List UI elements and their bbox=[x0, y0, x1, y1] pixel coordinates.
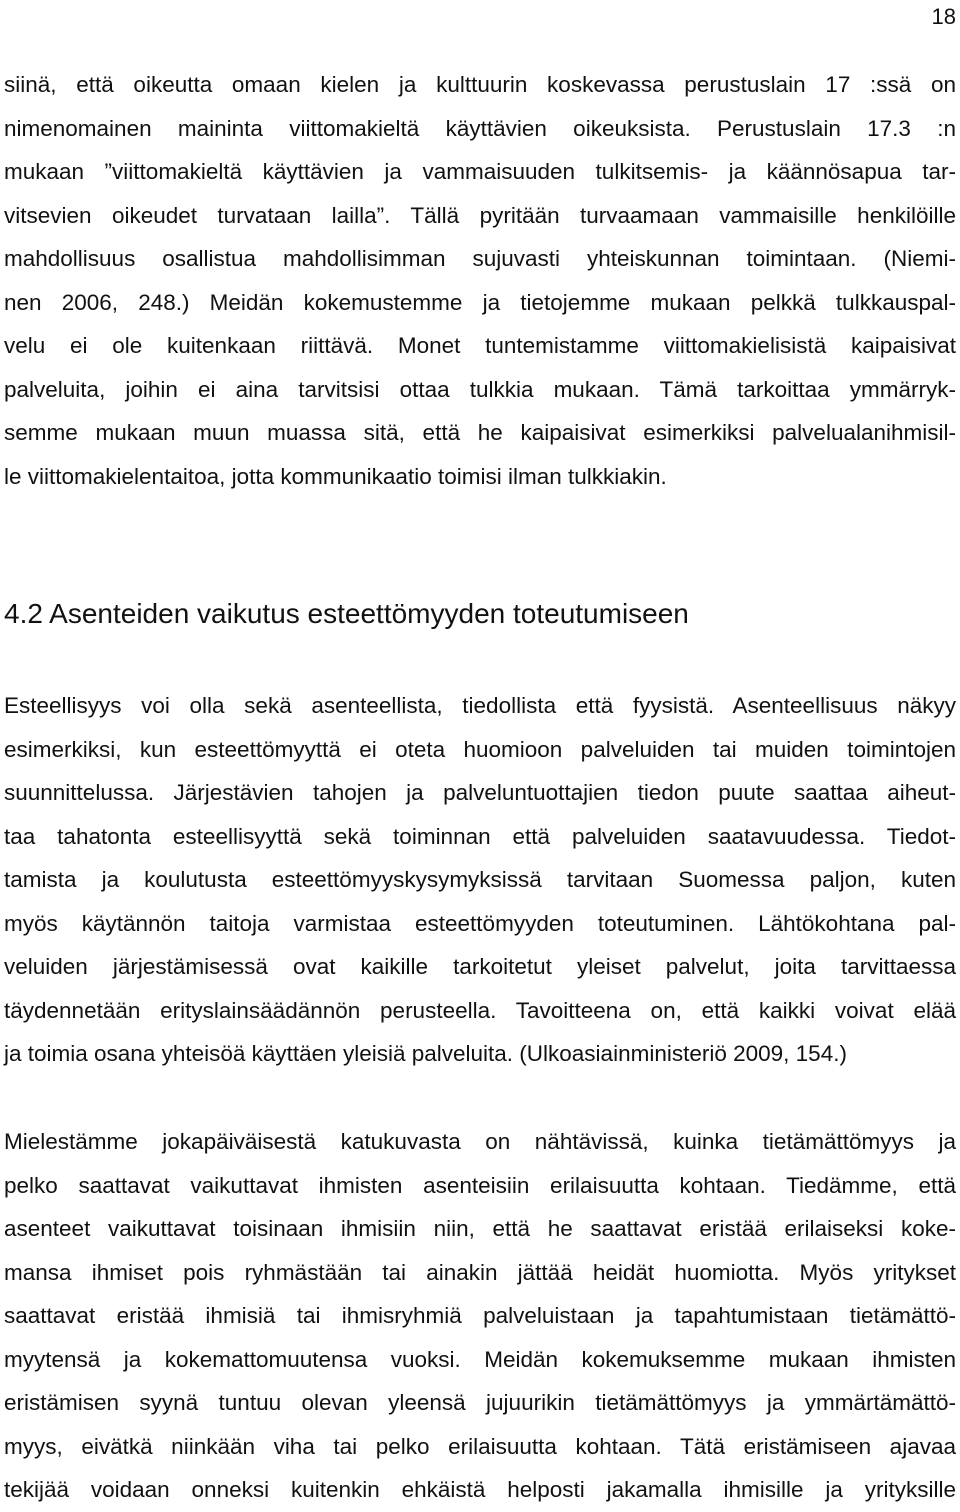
text-line: siinä, että oikeutta omaan kielen ja kulttuurin koskevassa perustuslain 17 :ssä on bbox=[4, 72, 956, 97]
text-line: nen 2006, 248.) Meidän kokemustemme ja tietojemme mukaan pelkkä tulkkauspal- bbox=[4, 289, 956, 315]
text-line: asenteet vaikuttavat toisinaan ihmisiin niin, että he saattavat eristää erilaiseksi koke- bbox=[4, 1216, 956, 1241]
text-line: mahdollisuus osallistua mahdollisimman sujuvasti yhteiskunnan toimintaan. (Niemi- bbox=[4, 246, 956, 271]
text-line: täydennetään erityslainsäädännön perusteella. Tavoitteena on, että kaikki voivat elää bbox=[4, 997, 956, 1023]
text-line: tamista ja koulutusta esteettömyyskysymyksissä tarvitaan Suomessa paljon, kuten bbox=[4, 867, 956, 892]
paragraph-2 bbox=[4, 684, 956, 1076]
text-line: esimerkiksi, kun esteettömyyttä ei oteta huomioon palveluiden tai muiden toimintojen bbox=[4, 736, 956, 762]
text-line: suunnittelussa. Järjestävien tahojen ja palveluntuottajien tiedon puute saattaa aiheut- bbox=[4, 780, 956, 805]
text-line: mukaan ”viittomakieltä käyttävien ja vammaisuuden tulkitsemis- ja käännösapua tar- bbox=[4, 159, 956, 184]
section-heading: 4.2 Asenteiden vaikutus esteettömyyden toteutumiseen bbox=[4, 598, 689, 629]
text-line: veluiden järjestämisessä ovat kaikille tarkoitetut yleiset palvelut, joita tarvittaessa bbox=[4, 954, 956, 979]
text-line: Esteellisyys voi olla sekä asenteellista, tiedollista että fyysistä. Asenteellisuus näkyy bbox=[4, 693, 956, 718]
text-line: taa tahatonta esteellisyyttä sekä toiminnan että palveluiden saatavuudessa. Tiedot- bbox=[4, 823, 956, 849]
text-line: le viittomakielentaitoa, jotta kommunikaatio toimisi ilman tulkkiakin. bbox=[4, 463, 667, 489]
text-line: tekijää voidaan onneksi kuitenkin ehkäistä helposti jakamalla ihmisille ja yrityksille bbox=[4, 1477, 956, 1502]
text-line: velu ei ole kuitenkaan riittävä. Monet tuntemistamme viittomakielisistä kaipaisivat bbox=[4, 333, 956, 358]
text-line: saattavat eristää ihmisiä tai ihmisryhmiä palveluistaan ja tapahtumistaan tietämättö- bbox=[4, 1303, 956, 1328]
text-line: Mielestämme jokapäiväisestä katukuvasta on nähtävissä, kuinka tietämättömyys ja bbox=[4, 1129, 956, 1154]
text-line: semme mukaan muun muassa sitä, että he kaipaisivat esimerkiksi palvelualanihmisil- bbox=[4, 420, 956, 445]
page-number: 18 bbox=[931, 4, 956, 29]
text-line: eristämisen syynä tuntuu olevan yleensä jujuurikin tietämättömyys ja ymmärtämättö- bbox=[4, 1390, 956, 1415]
text-line: vitsevien oikeudet turvataan lailla”. Tällä pyritään turvaamaan vammaisille henkilöille bbox=[4, 202, 956, 228]
text-line: mansa ihmiset pois ryhmästään tai ainakin jättää heidät huomiotta. Myös yritykset bbox=[4, 1259, 956, 1285]
text-line: myytensä ja kokemattomuutensa vuoksi. Meidän kokemuksemme mukaan ihmisten bbox=[4, 1346, 956, 1372]
paragraph-1 bbox=[4, 63, 956, 498]
text-line: nimenomainen maininta viittomakieltä käyttävien oikeuksista. Perustuslain 17.3 :n bbox=[4, 115, 956, 141]
text-line: pelko saattavat vaikuttavat ihmisten asenteisiin erilaisuutta kohtaan. Tiedämme, että bbox=[4, 1172, 956, 1198]
paragraph-3 bbox=[4, 1120, 956, 1512]
text-line: myys, eivätkä niinkään viha tai pelko erilaisuutta kohtaan. Tätä eristämiseen ajavaa bbox=[4, 1433, 956, 1459]
text-line: myös käytännön taitoja varmistaa esteettömyyden toteutuminen. Lähtökohtana pal- bbox=[4, 910, 956, 936]
text-line: ja toimia osana yhteisöä käyttäen yleisiä palveluita. (Ulkoasiainministeriö 2009, 154.) bbox=[4, 1041, 847, 1066]
text-line: palveluita, joihin ei aina tarvitsisi ottaa tulkkia mukaan. Tämä tarkoittaa ymmärryk- bbox=[4, 376, 956, 402]
